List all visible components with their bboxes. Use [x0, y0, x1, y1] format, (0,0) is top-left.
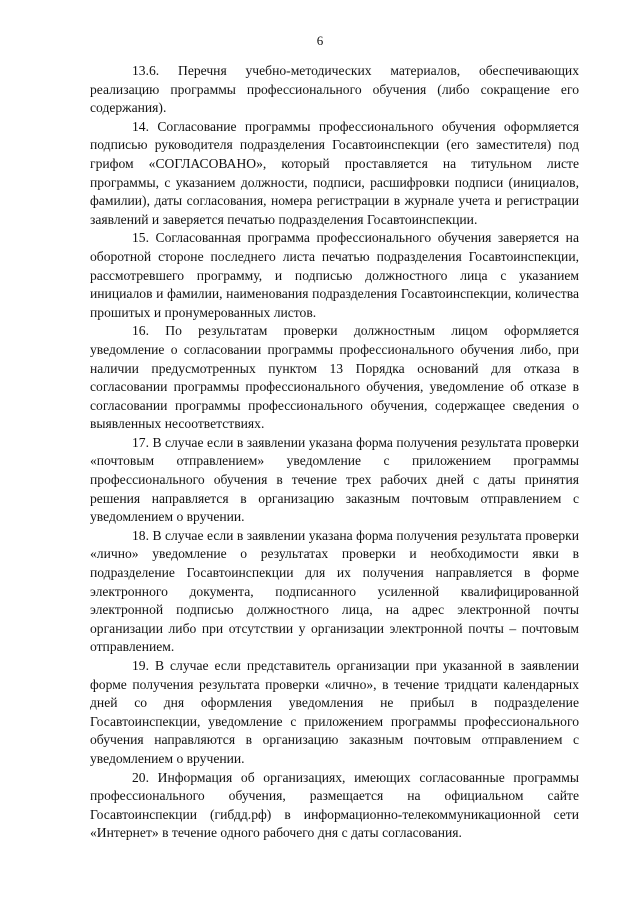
paragraph-19: 19. В случае если представитель организации при указанной в заявлении форме получения результата проверки «лично», в течение тридцати календарных дней со дня оформления уведомления не прибыл в подразделение Госавтоинспекции, уведомление с приложением программы профессионального обучения направляются в организацию заказным почтовым отправлением с уведомлением о вручении. [90, 658, 579, 766]
paragraph-18: 18. В случае если в заявлении указана форма получения результата проверки «лично» уведомление о результатах проверки и необходимости явки в подразделение Госавтоинспекции для их получения направляется в форме электронного документа, подписанного усиленной квалифицированной электронной подписью должностного лица, на адрес электронной почты организации либо при отсутствии у организации электронной почты – почтовым отправлением. [90, 527, 579, 655]
paragraph-13-6: 13.6. Перечня учебно-методических материалов, обеспечивающих реализацию программы профессионального обучения (либо сокращение его содержания). [90, 63, 579, 116]
paragraph-16: 16. По результатам проверки должностным лицом оформляется уведомление о согласовании программы профессионального обучения либо, при наличии предусмотренных пунктом 13 Порядка оснований для отказа в согласовании программы профессионального обучения, уведомление об отказе в согласовании программы профессионального обучения, содержащее сведения о выявленных несоответствиях. [90, 323, 579, 432]
page-number: 6 [316, 33, 324, 48]
paragraph-20: 20. Информация об организациях, имеющих согласованные программы профессионального обучения, размещается на официальном сайте Госавтоинспекции (гибдд.рф) в информационно-телекоммуникационной сети «Интернет» в течение одного рабочего дня с даты согласования. [90, 769, 579, 841]
paragraph-15: 15. Согласованная программа профессионального обучения заверяется на оборотной стороне последнего листа печатью подразделения Госавтоинспекции, рассмотревшего программу, и подписью должностного лица с указанием инициалов и фамилии, наименования подразделения Госавтоинспекции, количества прошитых и пронумерованных листов. [90, 230, 579, 320]
paragraph-17: 17. В случае если в заявлении указана форма получения результата проверки «почтовым отправлением» уведомление с приложением программы профессионального обучения в течение трех рабочих дней с даты принятия решения направляется в организацию заказным почтовым отправлением с уведомлением о вручении. [90, 434, 579, 525]
document-body [90, 62, 579, 843]
paragraph-14: 14. Согласование программы профессионального обучения оформляется подписью руководителя подразделения Госавтоинспекции (его заместителя) под грифом «СОГЛАСОВАНО», который проставляется на титульном листе программы, с указанием должности, подписи, расшифровки подписи (инициалов, фамилии), даты согласования, номера регистрации в журнале учета и регистрации заявлений и заверяется печатью подразделения Госавтоинспекции. [90, 118, 579, 227]
